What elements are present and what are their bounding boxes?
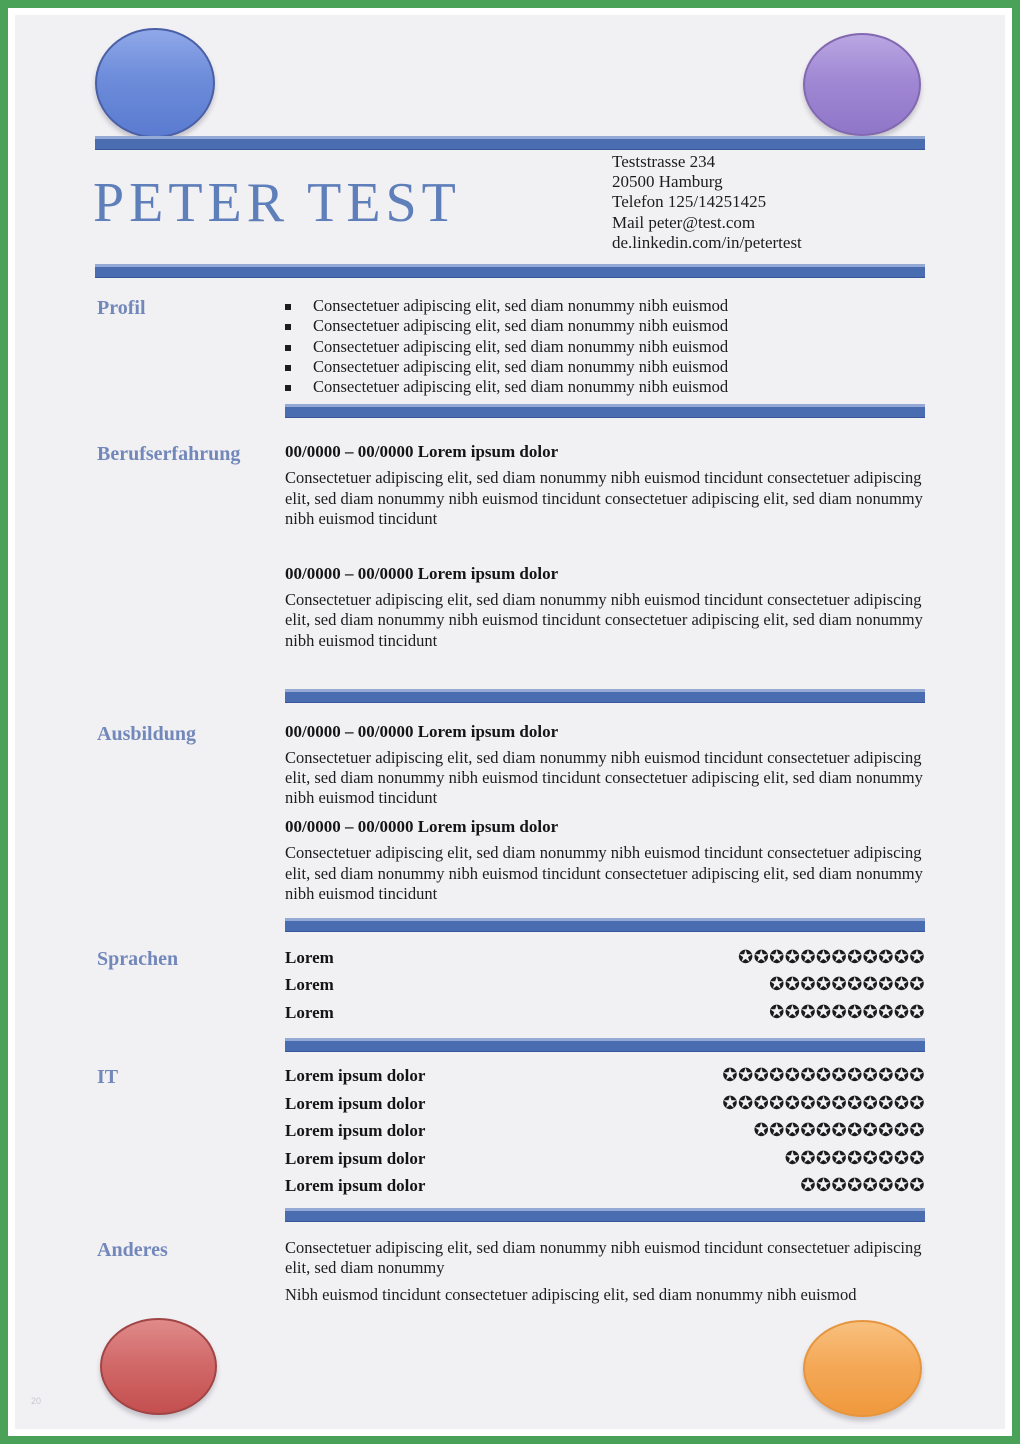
decorative-ellipse-top-left-icon bbox=[95, 28, 215, 138]
rating-stars-icon: ✪✪✪✪✪✪✪✪✪✪✪✪✪ bbox=[722, 1092, 925, 1114]
bullet-text: Consectetuer adipiscing elit, sed diam nonummy nibh euismod bbox=[313, 296, 729, 315]
skill-name: Lorem ipsum dolor bbox=[285, 1093, 426, 1113]
section-divider-bar bbox=[285, 404, 925, 418]
skill-row bbox=[285, 974, 925, 1002]
section-divider-bar bbox=[285, 1038, 925, 1052]
bullet-text: Consectetuer adipiscing elit, sed diam nonummy nibh euismod bbox=[313, 336, 729, 356]
education-entry bbox=[285, 722, 925, 809]
skill-row bbox=[285, 947, 925, 975]
skill-row bbox=[285, 1002, 925, 1030]
section-ausbildung bbox=[97, 722, 925, 904]
section-divider-bar bbox=[285, 1208, 925, 1222]
skill-name: Lorem ipsum dolor bbox=[285, 1121, 426, 1141]
decorative-ellipse-top-right-icon bbox=[803, 33, 921, 136]
header-accent-bar-bottom bbox=[95, 264, 925, 278]
rating-stars-icon: ✪✪✪✪✪✪✪✪✪✪✪✪ bbox=[738, 946, 925, 968]
section-profil bbox=[97, 296, 925, 397]
contact-city: 20500 Hamburg bbox=[612, 172, 723, 192]
entry-title: 00/0000 – 00/0000 Lorem ipsum dolor bbox=[285, 442, 559, 462]
section-label-ausbildung: Ausbildung bbox=[97, 722, 196, 745]
contact-address: Teststrasse 234 bbox=[612, 152, 716, 171]
skill-name: Lorem ipsum dolor bbox=[285, 1176, 426, 1196]
section-label-anderes: Anderes bbox=[97, 1238, 168, 1261]
section-divider-bar bbox=[285, 918, 925, 932]
decorative-ellipse-bottom-right-icon bbox=[803, 1320, 922, 1417]
section-sprachen bbox=[97, 947, 925, 1030]
section-anderes bbox=[97, 1238, 925, 1306]
contact-email: Mail peter@test.com bbox=[612, 212, 756, 232]
header-accent-bar-top bbox=[95, 136, 925, 150]
ausbildung-entries bbox=[285, 722, 925, 904]
list-item bbox=[285, 316, 925, 336]
berufserfahrung-entries bbox=[285, 442, 925, 650]
section-it bbox=[97, 1065, 925, 1203]
skill-row bbox=[285, 1093, 925, 1121]
section-label-profil: Profil bbox=[97, 297, 146, 319]
sprachen-skill-list bbox=[285, 947, 925, 1030]
contact-block bbox=[612, 152, 802, 253]
page-content-area bbox=[15, 15, 1005, 1429]
bullet-square-icon bbox=[285, 357, 313, 377]
bullet-text: Consectetuer adipiscing elit, sed diam nonummy nibh euismod bbox=[313, 356, 729, 376]
it-skill-list bbox=[285, 1065, 925, 1203]
skill-row bbox=[285, 1120, 925, 1148]
section-label-sprachen: Sprachen bbox=[97, 947, 179, 970]
entry-description: Consectetuer adipiscing elit, sed diam nonummy nibh euismod tincidunt consectetuer adipiscing elit, sed diam nonummy nibh euismod tincidunt consectetuer adipiscing elit, sed diam nonummy nibh euismod tincidunt bbox=[285, 747, 923, 808]
entry-title: 00/0000 – 00/0000 Lorem ipsum dolor bbox=[285, 564, 559, 584]
decorative-ellipse-bottom-left-icon bbox=[100, 1318, 217, 1415]
entry-description: Consectetuer adipiscing elit, sed diam nonummy nibh euismod tincidunt consectetuer adipiscing elit, sed diam nonummy nibh euismod tincidunt consectetuer adipiscing elit, sed diam nonummy nibh euismod tincidunt bbox=[285, 590, 923, 650]
bullet-text: Consectetuer adipiscing elit, sed diam nonummy nibh euismod bbox=[313, 377, 729, 397]
section-label-berufserfahrung: Berufserfahrung bbox=[97, 443, 241, 466]
bullet-square-icon bbox=[285, 316, 313, 336]
list-item bbox=[285, 377, 925, 397]
skill-row bbox=[285, 1175, 925, 1203]
page-number: 20 bbox=[31, 1396, 42, 1406]
paragraph: Nibh euismod tincidunt consectetuer adipiscing elit, sed diam nonummy nibh euismod bbox=[285, 1285, 857, 1305]
entry-description: Consectetuer adipiscing elit, sed diam nonummy nibh euismod tincidunt consectetuer adipiscing elit, sed diam nonummy nibh euismod tincidunt consectetuer adipiscing elit, sed diam nonummy nibh euismod tincidunt bbox=[285, 468, 923, 528]
skill-name: Lorem bbox=[285, 947, 334, 967]
contact-phone: Telefon 125/14251425 bbox=[612, 192, 767, 212]
bullet-square-icon bbox=[285, 337, 313, 357]
skill-row bbox=[285, 1065, 925, 1093]
entry-title: 00/0000 – 00/0000 Lorem ipsum dolor bbox=[285, 721, 559, 741]
experience-entry bbox=[285, 564, 925, 651]
bullet-square-icon bbox=[285, 377, 313, 397]
education-entry bbox=[285, 817, 925, 904]
list-item bbox=[285, 337, 925, 357]
skill-row bbox=[285, 1148, 925, 1176]
bullet-text: Consectetuer adipiscing elit, sed diam nonummy nibh euismod bbox=[313, 316, 729, 336]
rating-stars-icon: ✪✪✪✪✪✪✪✪✪ bbox=[784, 1147, 925, 1169]
rating-stars-icon: ✪✪✪✪✪✪✪✪✪✪ bbox=[769, 1001, 925, 1023]
entry-title: 00/0000 – 00/0000 Lorem ipsum dolor bbox=[285, 817, 559, 837]
list-item bbox=[285, 357, 925, 377]
bullet-square-icon bbox=[285, 296, 313, 316]
rating-stars-icon: ✪✪✪✪✪✪✪✪✪✪✪ bbox=[753, 1120, 925, 1142]
entry-description: Consectetuer adipiscing elit, sed diam nonummy nibh euismod tincidunt consectetuer adipiscing elit, sed diam nonummy nibh euismod tincidunt consectetuer adipiscing elit, sed diam nonummy nibh euismod tincidunt bbox=[285, 843, 923, 903]
contact-linkedin: de.linkedin.com/in/petertest bbox=[612, 232, 802, 252]
experience-entry bbox=[285, 442, 925, 529]
rating-stars-icon: ✪✪✪✪✪✪✪✪ bbox=[800, 1175, 925, 1197]
skill-name: Lorem bbox=[285, 1002, 334, 1022]
rating-stars-icon: ✪✪✪✪✪✪✪✪✪✪✪✪✪ bbox=[722, 1065, 925, 1087]
profil-bullet-list bbox=[285, 296, 925, 397]
section-berufserfahrung bbox=[97, 442, 925, 650]
skill-name: Lorem bbox=[285, 975, 334, 995]
skill-name: Lorem ipsum dolor bbox=[285, 1148, 426, 1168]
anderes-paragraphs bbox=[285, 1238, 925, 1306]
section-label-it: IT bbox=[97, 1066, 119, 1089]
resume-body bbox=[15, 296, 1005, 1306]
paragraph: Consectetuer adipiscing elit, sed diam nonummy nibh euismod tincidunt consectetuer adipiscing elit, sed diam nonummy bbox=[285, 1237, 922, 1278]
list-item bbox=[285, 296, 925, 316]
page-title: PETER TEST bbox=[93, 172, 461, 234]
rating-stars-icon: ✪✪✪✪✪✪✪✪✪✪ bbox=[769, 974, 925, 996]
skill-name: Lorem ipsum dolor bbox=[285, 1066, 426, 1086]
section-divider-bar bbox=[285, 689, 925, 703]
